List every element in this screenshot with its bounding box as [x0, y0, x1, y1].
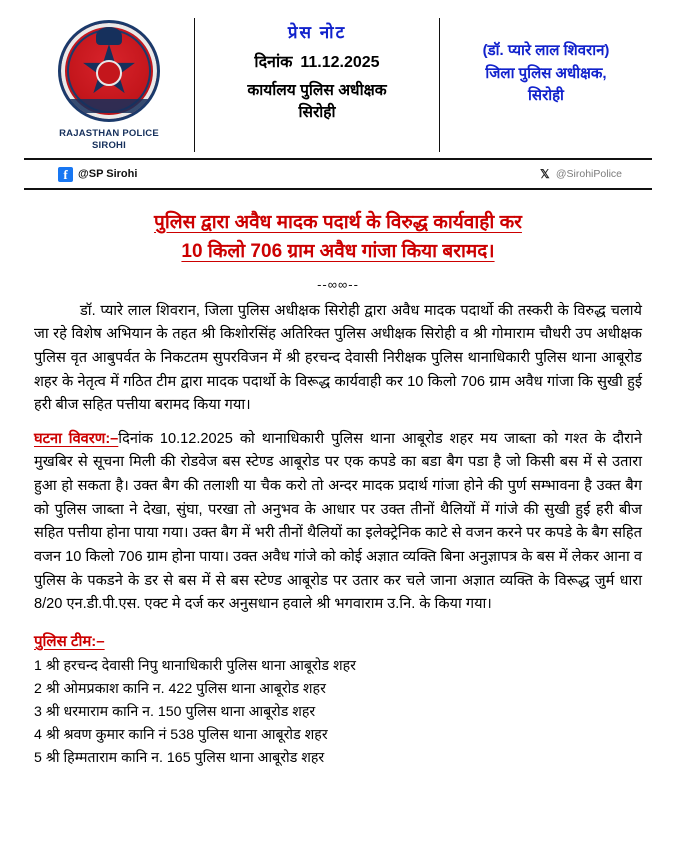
force-name-line1: RAJASTHAN POLICE	[59, 128, 159, 139]
x-handle[interactable]: @SirohiPolice	[555, 168, 622, 181]
police-team-heading: पुलिस टीम:–	[34, 632, 105, 650]
page-title	[42, 208, 634, 267]
list-item: 2 श्री ओमप्रकाश कानि न. 422 पुलिस थाना आबूरोड शहर	[34, 680, 326, 697]
officer-designation-line2: सिरोही	[528, 87, 564, 104]
body-paragraph-2	[34, 428, 642, 617]
header-center-block	[194, 18, 440, 152]
office-name	[203, 80, 431, 125]
date-label: दिनांक	[254, 54, 293, 71]
list-item: 3 श्री धरमाराम कानि न. 150 पुलिस थाना आबूरोड शहर	[34, 703, 316, 720]
emblem-bottom-band	[61, 99, 157, 113]
emblem-crest	[96, 27, 122, 45]
list-item: 1 श्री हरचन्द देवासी निपु थानाधिकारी पुलिस थाना आबूरोड शहर	[34, 657, 356, 674]
header-right-officer-block	[440, 18, 652, 152]
incident-details-label: घटना विवरण:–	[34, 430, 119, 447]
incident-details-text: दिनांक 10.12.2025 को थानाधिकारी पुलिस थाना आबूरोड शहर मय जाब्ता को गश्त के दौराने मुखबिर से सूचना मिली की रोडवेज बस स्टेण्ड आबूरोड पर एक कपडे का बडा बैग पडा है जो किसी बस में से उतारा हुआ हो सकता है। उक्त बैग की तलाशी या चैक करो तो अन्दर मादक प्रदार्थ गांजा होने की पुर्ण सम्भावना है उक्त बैग को पुलिस जाब्ता ने देखा, सुंघा, परखा तो अनुभव के आधार पर उक्त तीनों थैलियों में गांजे की सुखी हुई हरी बीज सहित पत्तीया होना पाया गया। उक्त बैग में भरी तीनों थैलियों का इलेक्ट्रेनिक काटे से वजन करने पर कपडे के बैग सहित वजन 10 किलो 706 ग्राम होना पाया। उक्त अवैध गांजे को कोई अज्ञात व्यक्ति बिना अनुज्ञापत्र के बस में लेकर आना व पुलिस के पकडने के डर से बस में से बस स्टेण्ड आबूरोड पर उतार कर चले जाना अज्ञात व्यक्ति के विरूद्ध जुर्म धारा 8/20 एन.डी.पी.एस. एक्ट मे दर्ज कर अनुसधान हवाले श्री भगवाराम उ.नि. के किया गया।	[34, 430, 642, 613]
emblem-center-dot	[96, 60, 122, 86]
press-note-title: प्रेस नोट	[287, 23, 347, 42]
police-team-list	[34, 655, 642, 770]
rajasthan-police-emblem-icon	[58, 20, 160, 122]
x-twitter-icon[interactable]: 𝕏	[540, 167, 550, 182]
press-note-date	[203, 50, 431, 72]
force-name	[59, 128, 159, 152]
list-item: 5 श्री हिम्मताराम कानि न. 165 पुलिस थाना आबूरोड शहर	[34, 749, 325, 766]
page-title-line2: 10 किलो 706 ग्राम अवैध गांजा किया बरामद।	[181, 241, 495, 263]
ornamental-divider: --∞∞--	[317, 276, 359, 292]
force-name-line2: SIROHI	[92, 139, 126, 151]
header-left-emblem-block	[24, 18, 194, 152]
body-paragraph-1: डॉ. प्यारे लाल शिवरान, जिला पुलिस अधीक्षक सिरोही द्वारा अवैध मादक पदार्थो की तस्करी के विरुद्ध चलाये जा रहे विशेष अभियान के तहत श्री किशोरसिंह अतिरिक्त पुलिस अधीक्षक सिरोही व श्री गोमाराम चौधरी उप अधीक्षक पुलिस वृत आबुपर्वत के निकटतम सुपरविजन में श्री हरचन्द देवासी निरीक्षक पुलिस थानाधिकारी पुलिस थाना आबूरोड शहर के नेतृत्व में गठित टीम द्वारा मादक पदार्थो के विरूद्ध कार्यवाही कर 10 किलो 706 ग्राम अवैध गांजा कि सुखी हुई हरी बीज सहित पत्तीया बरामद किया गया।	[34, 302, 642, 414]
facebook-icon[interactable]: f	[58, 167, 73, 182]
office-line2: सिरोही	[298, 104, 336, 122]
document-body	[34, 300, 642, 617]
press-note-document	[0, 10, 676, 861]
social-handles-bar	[24, 160, 652, 190]
officer-designation-line1: जिला पुलिस अधीक्षक,	[485, 64, 607, 82]
list-item: 4 श्री श्रवण कुमार कानि नं 538 पुलिस थाना आबूरोड शहर	[34, 726, 328, 743]
date-value: 11.12.2025	[300, 54, 380, 71]
facebook-handle[interactable]: @SP Sirohi	[78, 168, 138, 181]
officer-name: (डॉ. प्यारे लाल शिवरान)	[482, 42, 610, 59]
office-line1: कार्यालय पुलिस अधीक्षक	[247, 82, 387, 99]
document-header	[24, 10, 652, 160]
page-title-line1: पुलिस द्वारा अवैध मादक पदार्थ के विरुद्ध कार्यवाही कर	[154, 211, 522, 233]
